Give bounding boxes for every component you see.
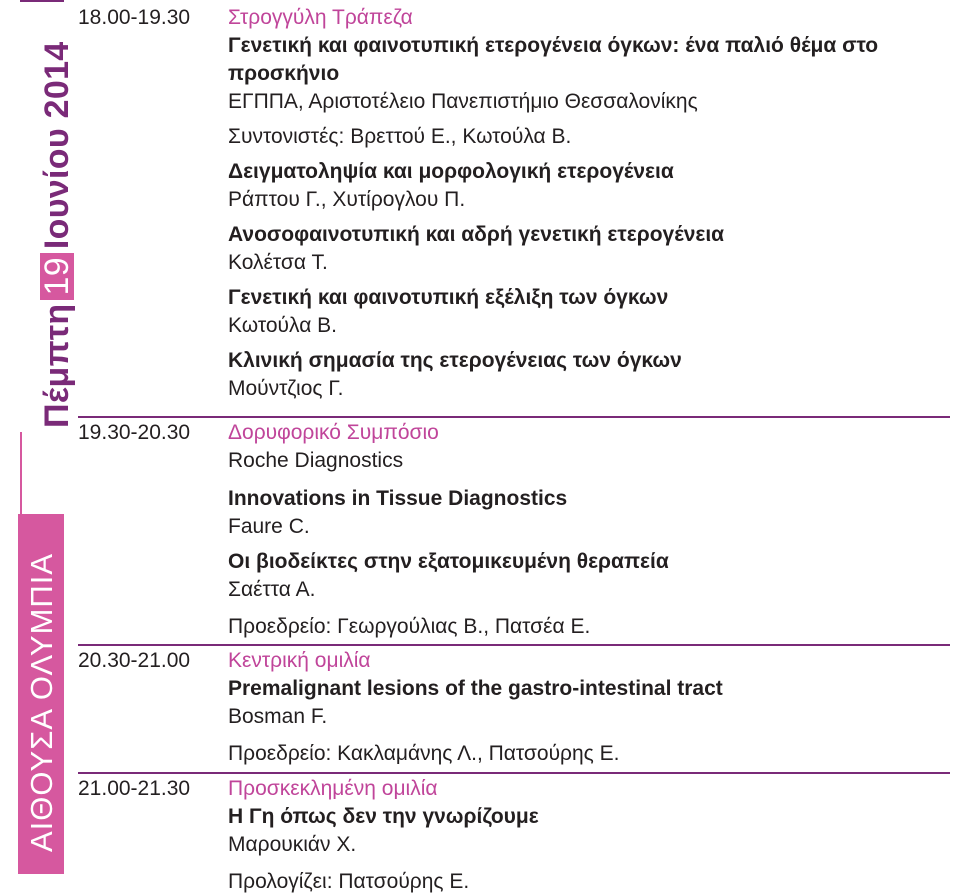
talk-item [228,284,948,340]
talk-title: Innovations in Tissue Diagnostics [228,487,568,510]
talk-speakers: Κολέτσα Τ. [228,251,328,274]
talk-speakers: Ράπτου Γ., Χυτίρογλου Π. [228,188,466,211]
session-time: 20.30-21.00 [78,649,191,672]
session-divider [78,772,950,774]
sidebar-top-rule [20,0,64,2]
session-category: Κεντρική ομιλία [228,649,371,672]
session-organizer: ΕΓΠΠΑ, Αριστοτέλειο Πανεπιστήμιο Θεσσαλονίκης [228,90,698,113]
talk-title: Γενετική και φαινοτυπική εξέλιξη των όγκων [228,286,669,309]
talk-speakers: Κωτούλα Β. [228,314,338,337]
talk-item [228,158,948,214]
session-chairs: Προεδρείο: Γεωργούλιας Β., Πατσέα Ε. [228,615,591,638]
talk-speakers: Faure C. [228,515,310,538]
hall-name: ΑΙΘΟΥΣΑ ΟΛΥΜΠΙΑ [24,552,59,852]
talk-title: Οι βιοδείκτες στην εξατομικευμένη θεραπεία [228,550,669,573]
date-label [40,41,74,428]
session-title: Premalignant lesions of the gastro-intestinal tract [228,677,723,700]
sidebar-divider [20,432,22,514]
session-category: Δορυφορικό Συμπόσιο [228,421,439,444]
talk-item [228,548,948,604]
talk-speakers: Μούντζιος Γ. [228,377,344,400]
session-speaker: Μαρουκιάν Χ. [228,833,357,856]
day-number: 19 [40,253,74,299]
session-divider [78,416,950,418]
session-chairs: Προεδρείο: Κακλαμάνης Λ., Πατσούρης Ε. [228,742,620,765]
session-speaker: Bosman F. [228,705,328,728]
talk-item [228,347,948,403]
session-title: Η Γη όπως δεν την γνωρίζουμε [228,805,539,828]
session-divider [78,644,950,646]
session-moderators: Συντονιστές: Βρεττού Ε., Κωτούλα Β. [228,125,572,148]
talk-speakers: Σαέττα Α. [228,578,316,601]
session-time: 19.30-20.30 [78,421,191,444]
session-category: Στρογγύλη Τράπεζα [228,6,413,29]
session-time: 21.00-21.30 [78,777,191,800]
talk-title: Δειγματοληψία και μορφολογική ετερογένεια [228,160,674,183]
month-year: Ιουνίου 2014 [38,41,76,250]
session-title: Γενετική και φαινοτυπική ετερογένεια όγκων: ένα παλιό θέμα στο προσκήνιο [228,34,879,85]
day-sidebar [0,0,76,896]
talk-item [228,485,948,541]
session-category: Προσκεκλημένη ομιλία [228,777,438,800]
session-organizer: Roche Diagnostics [228,449,404,472]
talk-title: Κλινική σημασία της ετερογένειας των όγκων [228,349,682,372]
talk-item [228,221,948,277]
day-name: Πέμπτη [38,303,76,428]
talk-title: Ανοσοφαινοτυπική και αδρή γενετική ετερογένεια [228,223,725,246]
session-time: 18.00-19.30 [78,6,191,29]
session-intro: Προλογίζει: Πατσούρης Ε. [228,870,470,893]
